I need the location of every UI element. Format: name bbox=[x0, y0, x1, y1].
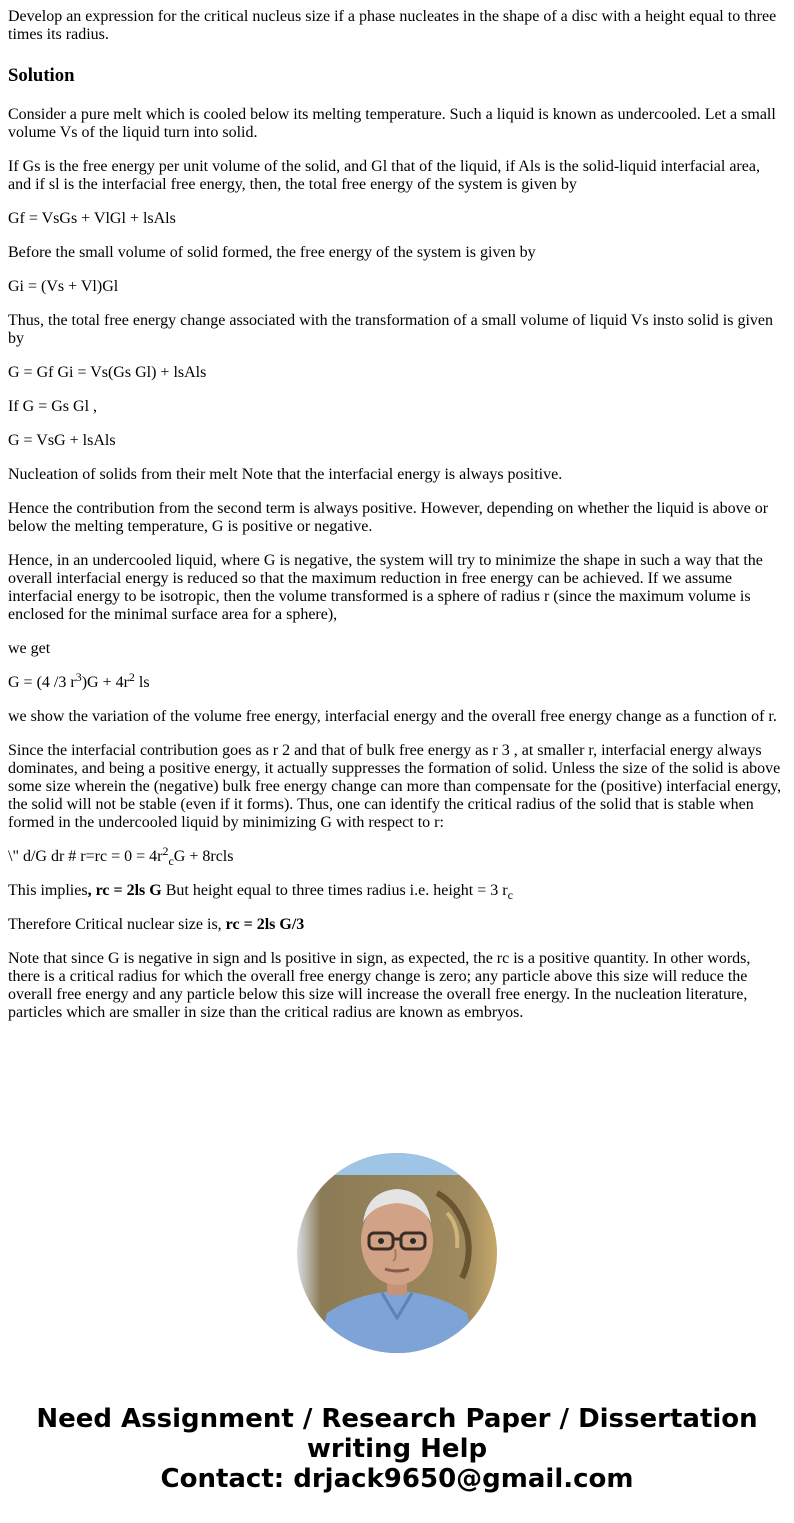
equation-sphere-part-b: )G + 4r bbox=[81, 674, 129, 691]
avatar-portrait-image bbox=[297, 1153, 497, 1353]
paragraph-total-change: Thus, the total free energy change associated with the transformation of a small volume of liquid Vs insto solid is given by bbox=[8, 312, 774, 347]
equation-g-simplified: G = VsG + lsAls bbox=[8, 432, 116, 449]
equation-if-g: If G = Gs Gl , bbox=[8, 398, 98, 415]
equation-sphere-part-c: ls bbox=[134, 674, 150, 691]
equation-sphere-part-a: G = (4 /3 r bbox=[8, 674, 76, 691]
equation-derivative-part-b: G + 8rcls bbox=[173, 848, 234, 865]
paragraph-before-solid: Before the small volume of solid formed, the free energy of the system is given by bbox=[8, 244, 536, 261]
footer-contact-text: Contact: drjack9650@gmail.com bbox=[160, 1464, 634, 1494]
equation-derivative-part-a: \" d/G dr # r=rc = 0 = 4r bbox=[8, 848, 163, 865]
critical-size-text: Therefore Critical nuclear size is, bbox=[8, 916, 226, 933]
paragraph-critical-size bbox=[8, 916, 786, 934]
implies-height-text: But height equal to three times radius i.e. height = 3 r bbox=[161, 882, 508, 899]
paragraph-variation: we show the variation of the volume free energy, interfacial energy and the overall free energy change as a function of r. bbox=[8, 708, 777, 725]
paragraph-this-implies bbox=[8, 882, 786, 900]
equation-derivative bbox=[8, 844, 786, 868]
implies-text: This implies bbox=[8, 882, 88, 899]
implies-subscript: c bbox=[507, 888, 513, 902]
paragraph-we-get: we get bbox=[8, 640, 51, 657]
implies-bold-formula: , rc = 2ls G bbox=[87, 882, 162, 899]
critical-size-formula: rc = 2ls G/3 bbox=[225, 916, 305, 933]
equation-sphere-exponent-2: 2 bbox=[128, 670, 135, 684]
equation-gf: Gf = VsGs + VlGl + lsAls bbox=[8, 210, 176, 227]
paragraph-free-energy-definitions: If Gs is the free energy per unit volume of the solid, and Gl that of the liquid, if Als is the solid-liquid interfacial area, and if sl is the interfacial free energy, then, the total free energy of the system is given by bbox=[8, 158, 760, 193]
paragraph-nucleation-note: Nucleation of solids from their melt Note that the interfacial energy is always positive. bbox=[8, 466, 563, 483]
equation-sphere-exponent-3: 3 bbox=[75, 670, 82, 684]
paragraph-critical-radius: Since the interfacial contribution goes as r 2 and that of bulk free energy as r 3 , at smaller r, interfacial energy always dominates, and being a positive energy, it actually suppresses the formation of solid. Unless the size of the solid is above some size wherein the (negative) bulk free energy change can more than compensate for the (positive) interfacial energy, the solid will not be stable (even if it forms). Thus, one can identify the critical radius of the solid that is stable when formed in the undercooled liquid by minimizing G with respect to r: bbox=[8, 742, 782, 831]
avatar bbox=[297, 1153, 497, 1353]
equation-delta-g: G = Gf Gi = Vs(Gs Gl) + lsAls bbox=[8, 364, 207, 381]
paragraph-embryos: Note that since G is negative in sign and ls positive in sign, as expected, the rc is a positive quantity. In other words, there is a critical radius for which the overall free energy change is zero; any particle above this size will reduce the overall free energy and any particle below this size will increase the overall free energy. In the nucleation literature, particles which are smaller in size than the critical radius are known as embryos. bbox=[8, 950, 751, 1021]
footer-help-text: Need Assignment / Research Paper / Dissertation writing Help bbox=[36, 1404, 758, 1464]
solution-heading: Solution bbox=[8, 65, 75, 86]
equation-derivative-exponent: 2 bbox=[162, 844, 169, 858]
equation-gi: Gi = (Vs + Vl)Gl bbox=[8, 278, 119, 295]
question-text: Develop an expression for the critical nucleus size if a phase nucleates in the shape of a disc with a height equal to three times its radius. bbox=[8, 8, 777, 43]
paragraph-contribution: Hence the contribution from the second term is always positive. However, depending on whether the liquid is above or below the melting temperature, G is positive or negative. bbox=[8, 500, 769, 535]
paragraph-undercooled: Consider a pure melt which is cooled below its melting temperature. Such a liquid is known as undercooled. Let a small volume Vs of the liquid turn into solid. bbox=[8, 106, 776, 141]
equation-sphere bbox=[8, 670, 786, 692]
footer-advertisement bbox=[0, 1404, 794, 1494]
equation-derivative-subscript: c bbox=[168, 854, 174, 868]
paragraph-undercooled-shape: Hence, in an undercooled liquid, where G is negative, the system will try to minimize the shape in such a way that the overall interfacial energy is reduced so that the maximum reduction in free energy can be achieved. If we assume interfacial energy to be isotropic, then the volume transformed is a sphere of radius r (since the maximum volume is enclosed for the minimal surface area for a sphere), bbox=[8, 552, 763, 623]
